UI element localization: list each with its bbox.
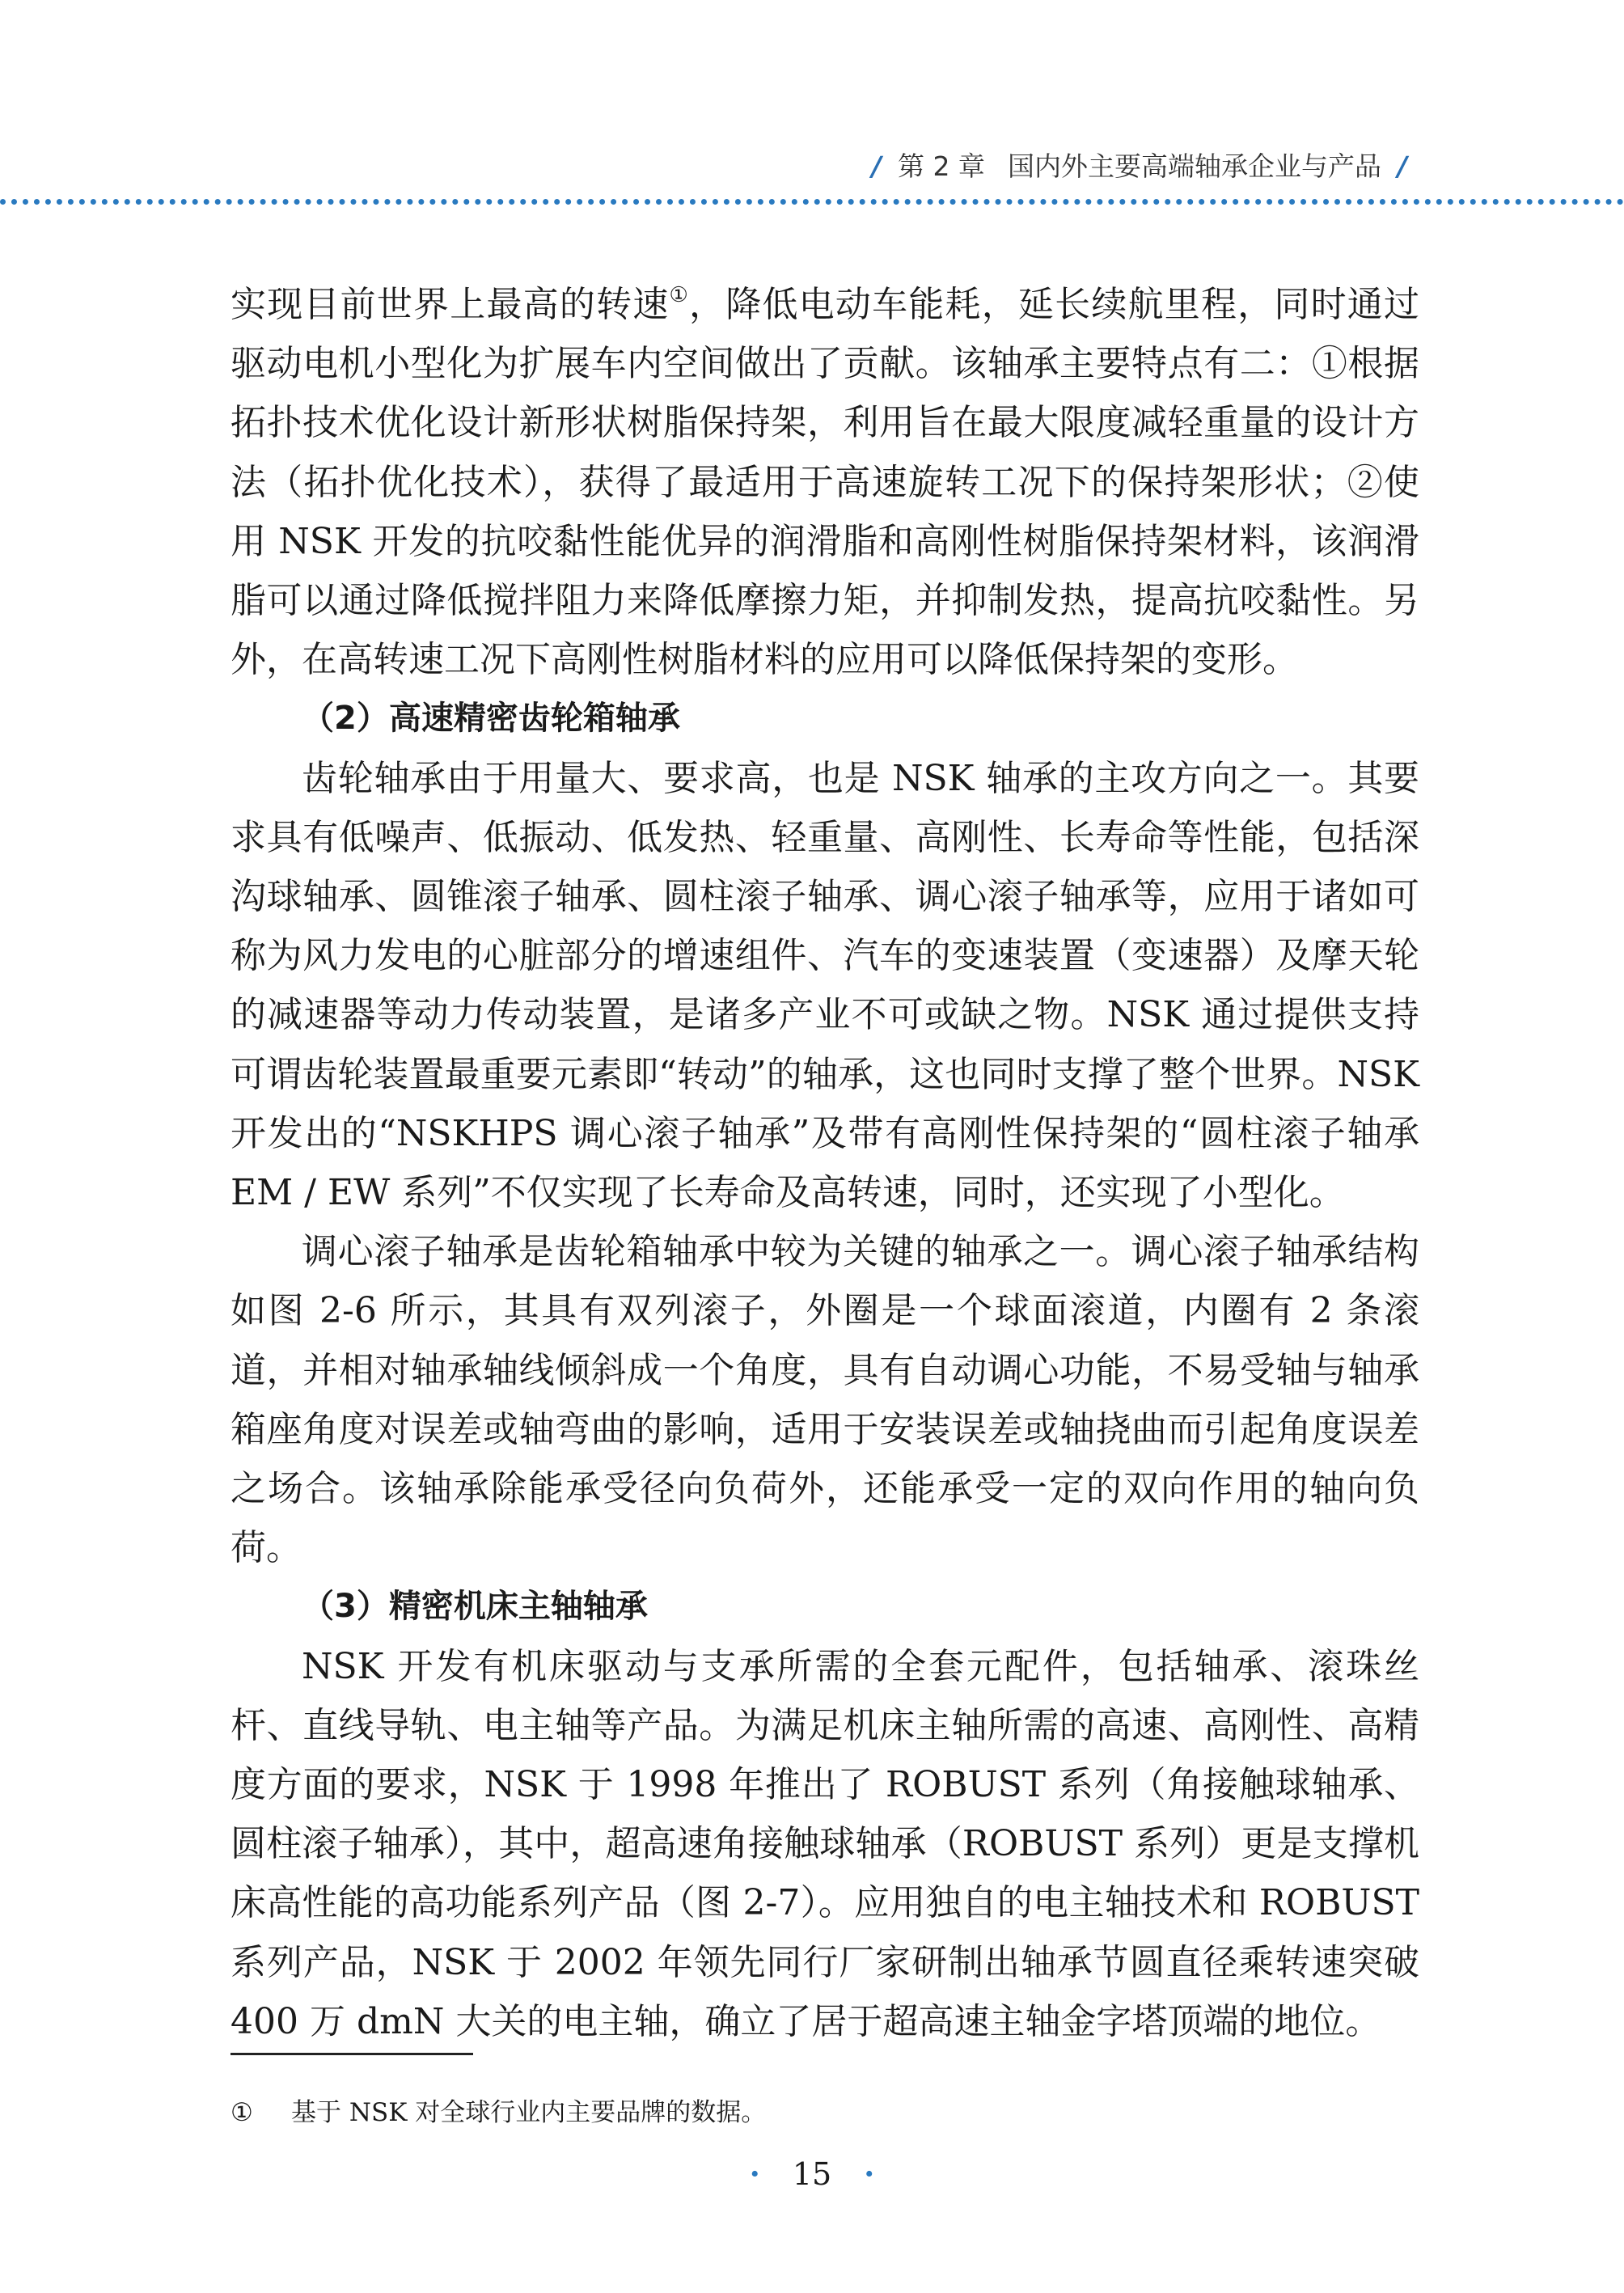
footnote-ref: ① bbox=[669, 283, 690, 307]
footnote-text: 基于 NSK 对全球行业内主要品牌的数据。 bbox=[291, 2098, 767, 2127]
page-dot-left: · bbox=[749, 2156, 760, 2192]
header-dotted-rule bbox=[0, 199, 1624, 205]
footnote-rule bbox=[230, 2053, 473, 2055]
section-heading-2: （2）高速精密齿轮箱轴承 bbox=[302, 700, 680, 738]
body-text bbox=[230, 275, 1419, 2051]
page-dot-right: · bbox=[864, 2156, 875, 2192]
paragraph-3: 调心滚子轴承是齿轮箱轴承中较为关键的轴承之一。调心滚子轴承结构如图 2-6 所示，其具有双列滚子，外圈是一个球面滚道，内圈有 2 条滚道，并相对轴承轴线倾斜成一个角度，具有自动调心功能，不易受轴与轴承箱座角度对误差或轴弯曲的影响，适用于安装误差或轴挠曲而引起角度误差之场合。该轴承除能承受径向负荷外，还能承受一定的双向作用的轴向负荷。 bbox=[230, 1231, 1419, 1569]
footnote bbox=[230, 2095, 1419, 2130]
header-chapter: 第 2 章 bbox=[897, 150, 985, 182]
paragraph-2: 齿轮轴承由于用量大、要求高，也是 NSK 轴承的主攻方向之一。其要求具有低噪声、低振动、低发热、轻重量、高刚性、长寿命等性能，包括深沟球轴承、圆锥滚子轴承、圆柱滚子轴承、调心滚子轴承等，应用于诸如可称为风力发电的心脏部分的增速组件、汽车的变速装置（变速器）及摩天轮的减速器等动力传动装置，是诸多产业不可或缺之物。NSK 通过提供支持可谓齿轮装置最重要元素即“转动”的轴承，这也同时支撑了整个世界。NSK 开发出的“NSKHPS 调心滚子轴承”及带有高刚性保持架的“圆柱滚子轴承 EM / EW 系列”不仅实现了长寿命及高转速，同时，还实现了小型化。 bbox=[230, 757, 1419, 1214]
header-slash-left: / bbox=[871, 150, 882, 182]
running-header bbox=[0, 146, 1423, 184]
footnote-mark: ① bbox=[230, 2098, 253, 2127]
header-title: 国内外主要高端轴承企业与产品 bbox=[1007, 150, 1381, 182]
section-heading-3: （3）精密机床主轴轴承 bbox=[302, 1588, 648, 1626]
page-number bbox=[0, 2156, 1624, 2192]
paragraph-4: NSK 开发有机床驱动与支承所需的全套元配件，包括轴承、滚珠丝杆、直线导轨、电主轴等产品。为满足机床主轴所需的高速、高刚性、高精度方面的要求，NSK 于 1998 年推出了 ROBUST 系列（角接触球轴承、圆柱滚子轴承），其中，超高速角接触球轴承（ROBUST 系列）更是支撑机床高性能的高功能系列产品（图 2-7）。应用独自的电主轴技术和 ROBUST 系列产品，NSK 于 2002 年领先同行厂家研制出轴承节圆直径乘转速突破 400 万 dmN 大关的电主轴，确立了居于超高速主轴金字塔顶端的地位。 bbox=[230, 1645, 1419, 2042]
page-number-text: 15 bbox=[792, 2156, 832, 2192]
paragraph-1: 实现目前世界上最高的转速①，降低电动车能耗，延长续航里程，同时通过驱动电机小型化为扩展车内空间做出了贡献。该轴承主要特点有二：①根据拓扑技术优化设计新形状树脂保持架，利用旨在最大限度减轻重量的设计方法（拓扑优化技术），获得了最适用于高速旋转工况下的保持架形状；②使用 NSK 开发的抗咬黏性能优异的润滑脂和高刚性树脂保持架材料，该润滑脂可以通过降低搅拌阻力来降低摩擦力矩，并抑制发热，提高抗咬黏性。另外，在高转速工况下高刚性树脂材料的应用可以降低保持架的变形。 bbox=[230, 283, 1420, 681]
header-slash-right: / bbox=[1397, 150, 1407, 182]
